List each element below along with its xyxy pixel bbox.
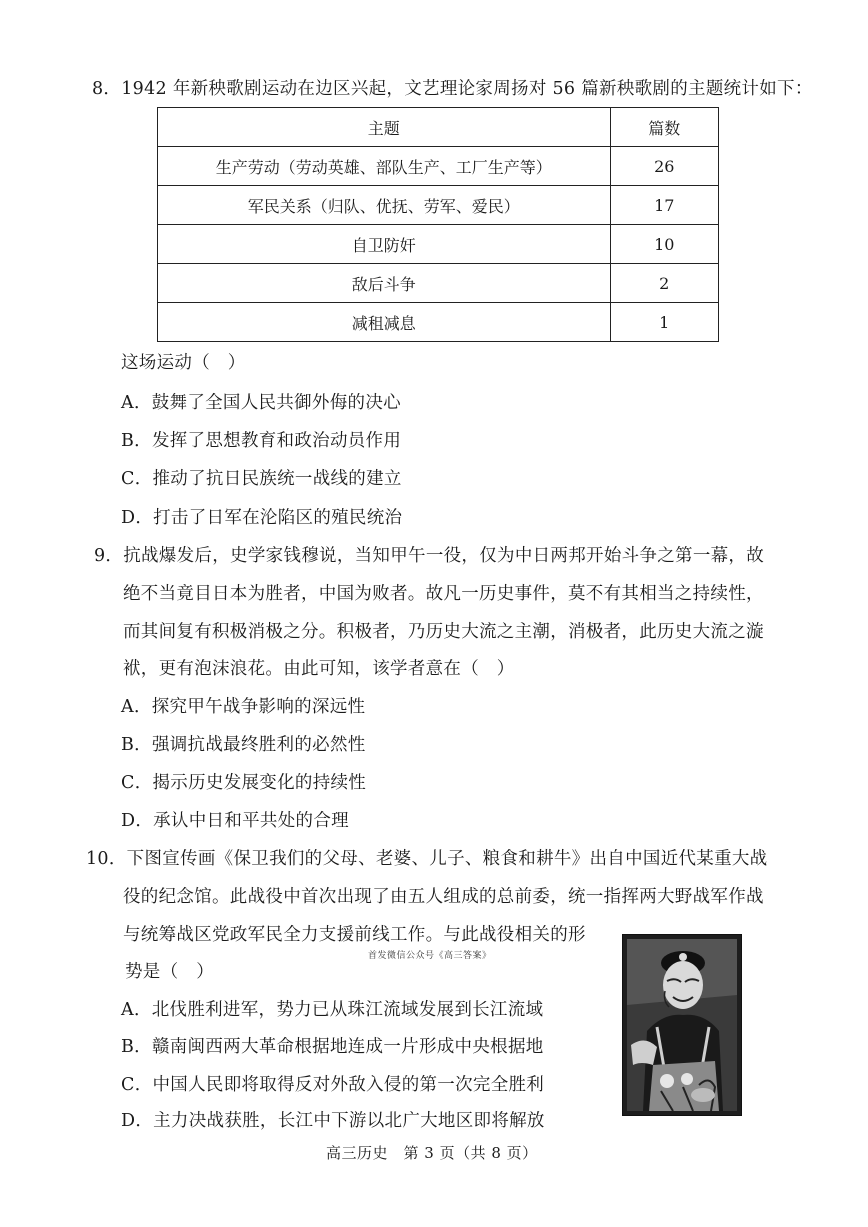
q8-question: 这场运动（ ） xyxy=(121,353,246,373)
header-theme: 主题 xyxy=(158,108,611,147)
poster-illustration xyxy=(623,935,741,1115)
count-cell: 2 xyxy=(610,264,718,303)
table-row xyxy=(158,264,719,303)
q10-line-3: 与统筹战区党政军民全力支援前线工作。与此战役相关的形 xyxy=(123,925,586,945)
q8-option-b[interactable]: B．发挥了思想教育和政治动员作用 xyxy=(121,431,402,451)
q9-line-4: 袱，更有泡沫浪花。由此可知，该学者意在（ ） xyxy=(123,659,515,679)
propaganda-poster-image xyxy=(622,934,742,1116)
table-row xyxy=(158,225,719,264)
theme-statistics-table xyxy=(157,107,719,342)
theme-cell: 减租减息 xyxy=(158,303,611,342)
count-cell: 10 xyxy=(610,225,718,264)
q8-option-c[interactable]: C．推动了抗日民族统一战线的建立 xyxy=(121,469,402,489)
q10-option-a[interactable]: A．北伐胜利进军，势力已从珠江流域发展到长江流域 xyxy=(121,1000,544,1020)
q8-option-a[interactable]: A．鼓舞了全国人民共御外侮的决心 xyxy=(121,393,401,413)
q10-option-c[interactable]: C．中国人民即将取得反对外敌入侵的第一次完全胜利 xyxy=(121,1075,545,1095)
q10-line-1: 10．下图宣传画《保卫我们的父母、老婆、儿子、粮食和耕牛》出自中国近代某重大战 xyxy=(86,849,768,869)
table-header-row xyxy=(158,108,719,147)
header-count: 篇数 xyxy=(610,108,718,147)
q10-option-b[interactable]: B．赣南闽西两大革命根据地连成一片形成中央根据地 xyxy=(121,1037,544,1057)
page-footer: 高三历史 第 3 页（共 8 页） xyxy=(326,1144,538,1162)
q9-option-d[interactable]: D．承认中日和平共处的合理 xyxy=(121,811,349,831)
q9-line-2: 绝不当竟目日本为胜者，中国为败者。故凡一历史事件，莫不有其相当之持续性， xyxy=(123,584,764,604)
q9-line-1: 9．抗战爆发后，史学家钱穆说，当知甲午一役，仅为中日两邦开始斗争之第一幕，故 xyxy=(94,546,765,566)
table-row xyxy=(158,147,719,186)
q10-line-2: 役的纪念馆。此战役中首次出现了由五人组成的总前委，统一指挥两大野战军作战 xyxy=(123,887,764,907)
count-cell: 1 xyxy=(610,303,718,342)
theme-cell: 生产劳动（劳动英雄、部队生产、工厂生产等） xyxy=(158,147,611,186)
count-cell: 17 xyxy=(610,186,718,225)
table-row xyxy=(158,303,719,342)
q9-option-b[interactable]: B．强调抗战最终胜利的必然性 xyxy=(121,735,366,755)
theme-cell: 军民关系（归队、优抚、劳军、爱民） xyxy=(158,186,611,225)
q9-option-a[interactable]: A．探究甲午战争影响的深远性 xyxy=(121,697,366,717)
theme-cell: 自卫防奸 xyxy=(158,225,611,264)
q9-option-c[interactable]: C．揭示历史发展变化的持续性 xyxy=(121,773,367,793)
q10-line-4: 势是（ ） xyxy=(125,962,214,982)
count-cell: 26 xyxy=(610,147,718,186)
q9-line-3: 而其间复有积极消极之分。积极者，乃历史大流之主潮，消极者，此历史大流之漩 xyxy=(123,622,764,642)
table-row xyxy=(158,186,719,225)
q8-stem: 8．1942 年新秧歌剧运动在边区兴起，文艺理论家周扬对 56 篇新秧歌剧的主题统计如下： xyxy=(92,79,813,99)
theme-cell: 敌后斗争 xyxy=(158,264,611,303)
q10-option-d[interactable]: D．主力决战获胜，长江中下游以北广大地区即将解放 xyxy=(121,1111,545,1131)
watermark-text: 首发微信公众号《高三答案》 xyxy=(368,951,492,961)
q8-option-d[interactable]: D．打击了日军在沦陷区的殖民统治 xyxy=(121,508,403,528)
